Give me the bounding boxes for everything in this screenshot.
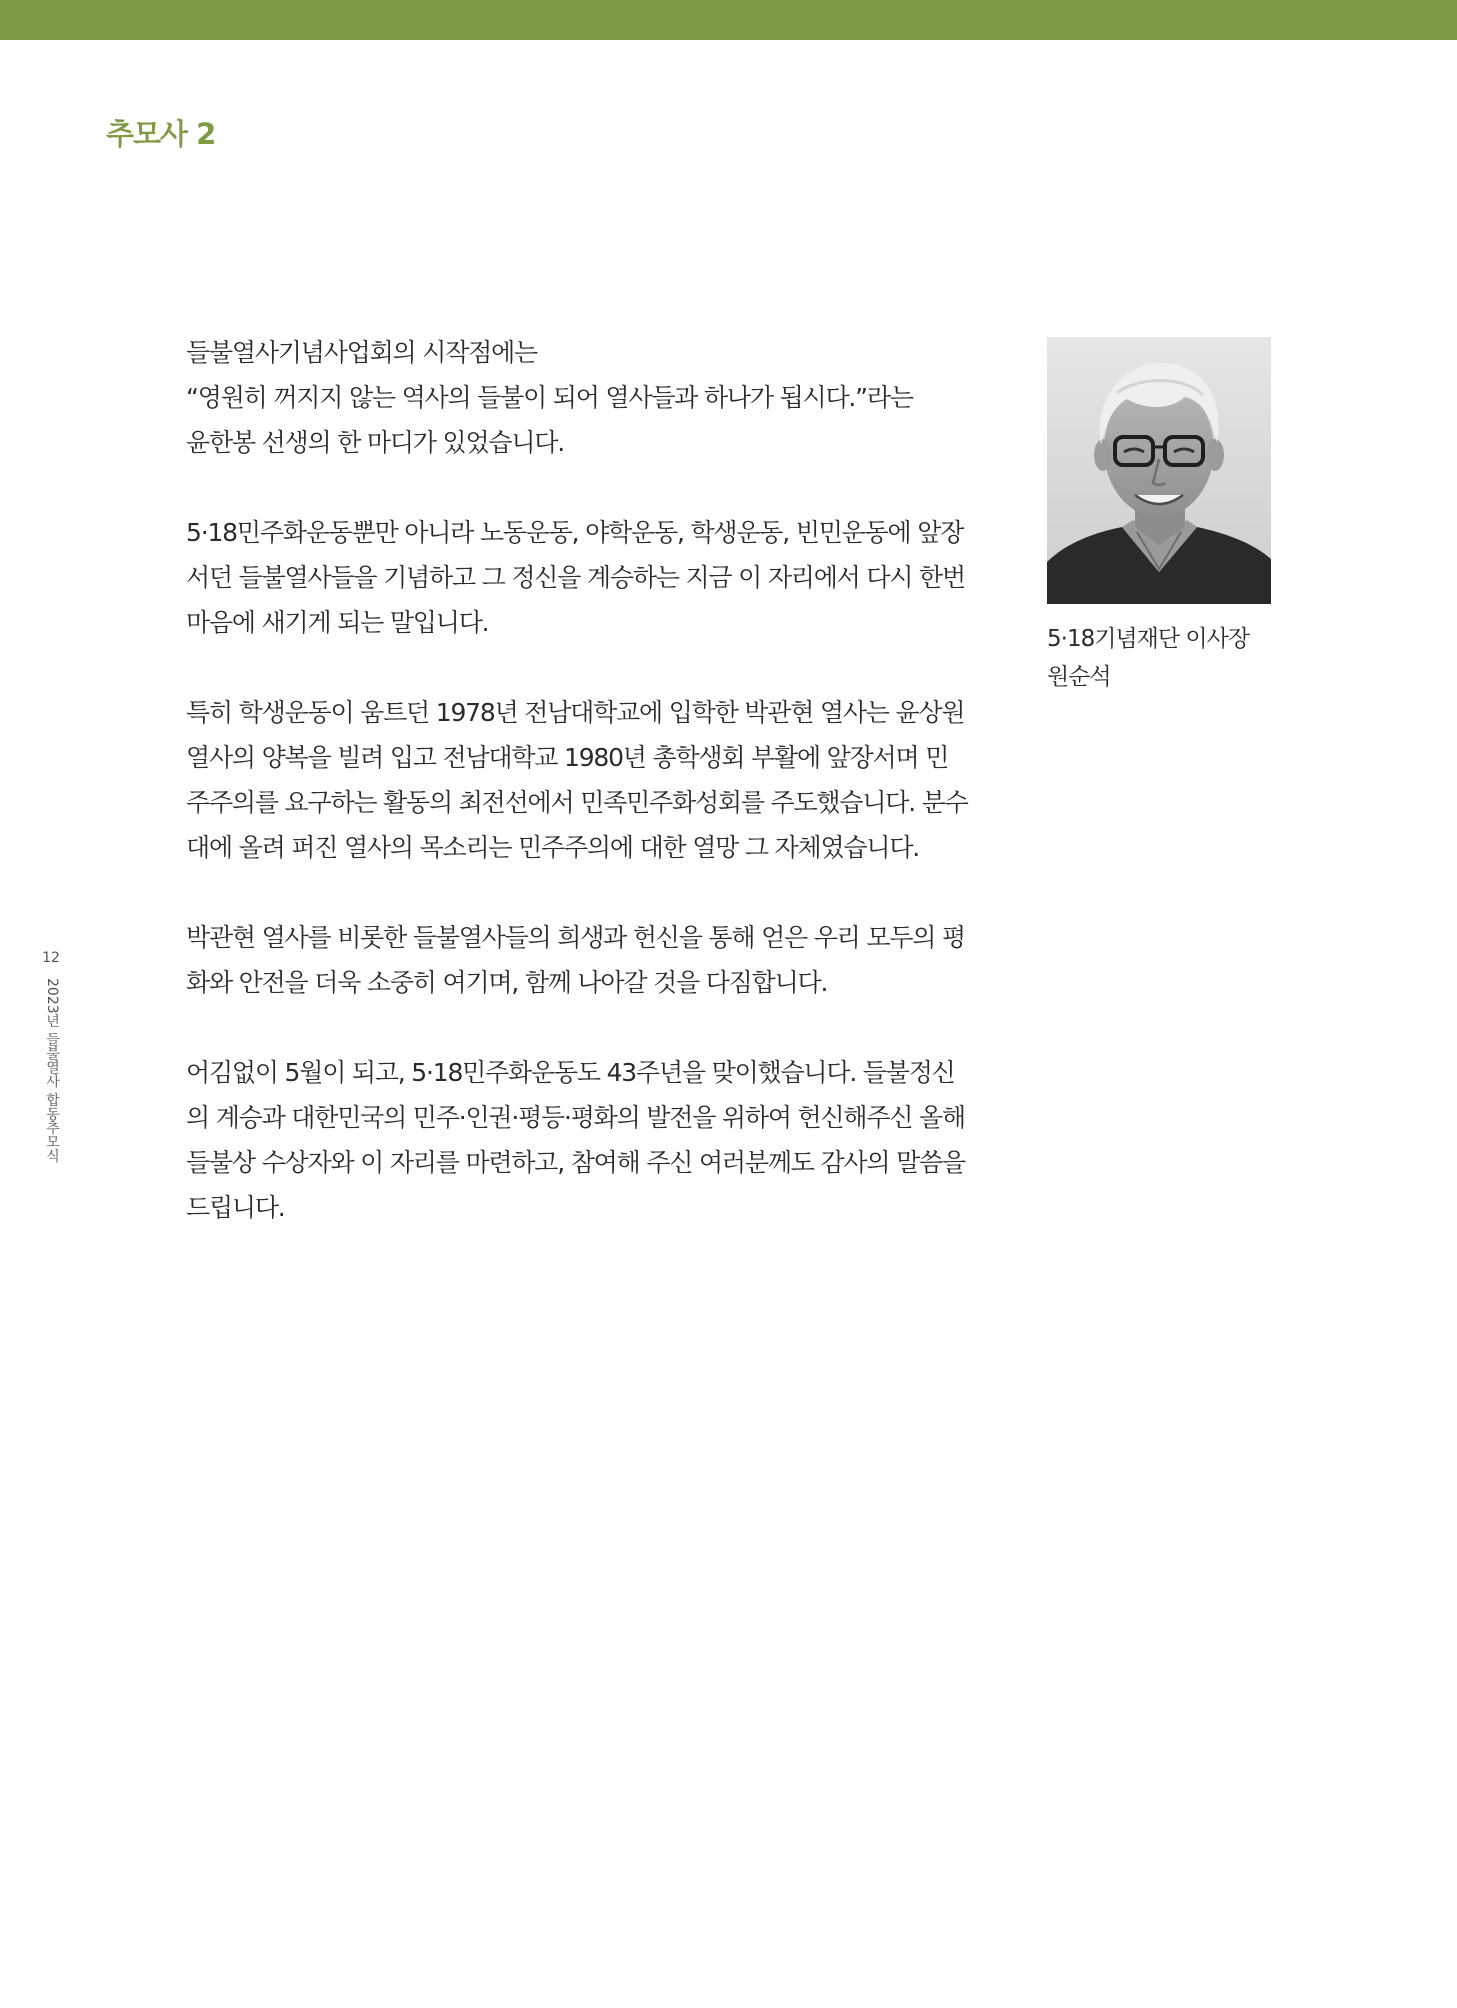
text-line: “영원히 꺼지지 않는 역사의 들불이 되어 열사들과 하나가 됩시다.”라는	[186, 383, 913, 412]
speaker-name: 원순석	[1047, 664, 1111, 690]
text-line: 대에 올려 퍼진 열사의 목소리는 민주주의에 대한 열망 그 자체였습니다.	[186, 833, 920, 862]
paragraph	[186, 330, 1001, 465]
speaker-role: 5·18기념재단 이사장	[1047, 626, 1250, 652]
page-number: 12	[42, 950, 60, 966]
text-line: 박관현 열사를 비롯한 들불열사들의 희생과 헌신을 통해 얻은 우리 모두의 평	[186, 923, 965, 952]
portrait-photo-icon	[1047, 337, 1271, 604]
text-line: 열사의 양복을 빌려 입고 전남대학교 1980년 총학생회 부활에 앞장서며 민	[186, 743, 949, 772]
top-accent-bar	[0, 0, 1457, 40]
text-line: 들불열사기념사업회의 시작점에는	[186, 338, 537, 367]
paragraph	[186, 1050, 1001, 1230]
text-line: 주주의를 요구하는 활동의 최전선에서 민족민주화성회를 주도했습니다. 분수	[186, 788, 968, 817]
section-title: 추모사 2	[106, 117, 216, 151]
paragraph	[186, 510, 1001, 645]
text-line: 들불상 수상자와 이 자리를 마련하고, 참여해 주신 여러분께도 감사의 말씀을	[186, 1148, 965, 1177]
side-footer	[36, 950, 66, 1163]
text-line: 어김없이 5월이 되고, 5·18민주화운동도 43주년을 맞이했습니다. 들불정신	[186, 1058, 955, 1087]
paragraph	[186, 915, 1001, 1005]
paragraph	[186, 690, 1001, 870]
text-line: 특히 학생운동이 움트던 1978년 전남대학교에 입학한 박관현 열사는 윤상원	[186, 698, 965, 727]
portrait-illustration	[1047, 337, 1271, 604]
running-title: 2023년 들불열사 합동추모식	[44, 978, 60, 1163]
text-line: 드립니다.	[186, 1193, 285, 1222]
text-line: 의 계승과 대한민국의 민주·인권·평등·평화의 발전을 위하여 헌신해주신 올해	[186, 1103, 965, 1132]
eulogy-body	[186, 330, 1001, 1275]
text-line: 화와 안전을 더욱 소중히 여기며, 함께 나아갈 것을 다짐합니다.	[186, 968, 828, 997]
text-line: 마음에 새기게 되는 말입니다.	[186, 608, 489, 637]
text-line: 5·18민주화운동뿐만 아니라 노동운동, 야학운동, 학생운동, 빈민운동에 앞장	[186, 518, 964, 547]
portrait-caption	[1047, 620, 1249, 696]
text-line: 서던 들불열사들을 기념하고 그 정신을 계승하는 지금 이 자리에서 다시 한번	[186, 563, 965, 592]
text-line: 윤한봉 선생의 한 마디가 있었습니다.	[186, 428, 564, 457]
